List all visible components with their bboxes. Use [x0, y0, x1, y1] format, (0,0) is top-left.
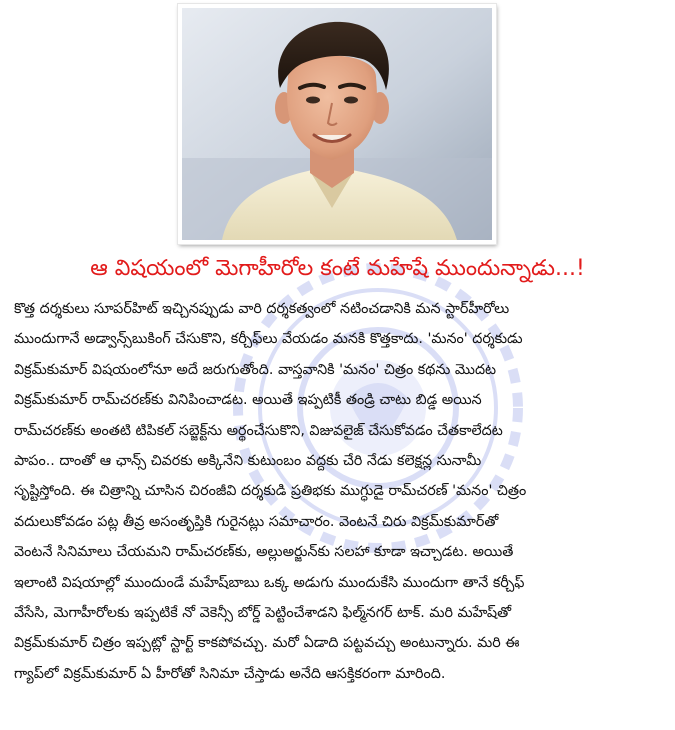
article-line: విక్రమ్‌కుమార్ విషయంలోనూ అదే జరుగుతోంది. వాస్తవానికి 'మనం' చిత్రం కథను మొదట: [14, 361, 497, 378]
article-line: గ్యాప్‌లో విక్రమ్‌కుమార్ ఏ హీరోతో సినిమా చేస్తాడు అనేది ఆసక్తికరంగా మారింది.: [14, 665, 446, 682]
article-line: వదులుకోవడం పట్ల తీవ్ర అసంతృప్తికి గురైనట్లు సమాచారం. వెంటనే చిరు విక్రమ్‌కుమార్‌తో: [14, 513, 499, 530]
article-line: ముందుగానే అడ్వాన్స్‌బుకింగ్ చేసుకొని, కర్చీఫ్‌లు వేయడం మనకి కొత్తకాదు. 'మనం' దర్శకుడు: [14, 331, 523, 348]
article-line: సృష్టిస్తోంది. ఈ చిత్రాన్ని చూసిన చిరంజీవి దర్శకుడి ప్రతిభకు ముగ్ధుడై రామ్‌చరణ్ 'మనం' చిత్రం: [14, 483, 527, 500]
article-line: ఇలాంటి విషయాల్లో ముందుండే మహేష్‌బాబు ఒక్క అడుగు ముందుకేసి ముందుగా తానే కర్చీఫ్: [14, 574, 525, 591]
article-line: వెంటనే సినిమాలు చేయమని రామ్‌చరణ్‌కు, అల్లుఅర్జున్‌కు సలహా కూడా ఇచ్చాడట. అయితే: [14, 544, 514, 561]
article-line: కొత్త దర్శకులు సూపర్‌హిట్ ఇచ్చినప్పుడు వారి దర్శకత్వంలో నటించడానికి మన స్టార్‌హీరోలు: [14, 301, 510, 317]
article-line: వేసేసి, మెగాహీరోలకు ఇప్పటికే నో వెకెన్సీ బోర్డ్ పెట్టించేశాడని ఫిల్మ్‌నగర్ టాక్. మరి మహేష్‌తో: [14, 604, 512, 621]
article-line: పాపం.. దాంతో ఆ ఛాన్స్ చివరకు అక్కినేని కుటుంబం వద్దకు చేరి నేడు కలెక్షన్ల సునామీ: [14, 452, 482, 469]
portrait-photo-icon: [182, 8, 492, 240]
article-photo-frame: [178, 4, 496, 244]
article-headline: ఆ విషయంలో మెగాహీరోల కంటే మహేషే ముందున్నాడు...!: [90, 256, 585, 281]
article-line: రామ్‌చరణ్‌కు అంతటి టిపికల్ సబ్జెక్ట్‌ను అర్థంచేసుకొని, విజువలైజ్ చేసుకోవడం చేతకాలేదట: [14, 422, 503, 439]
article-line: విక్రమ్‌కుమార్ చిత్రం ఇప్పట్లో స్టార్ట్ కాకపోవచ్చు. మరో ఏడాది పట్టవచ్చు అంటున్నారు. మరి ఈ: [14, 635, 520, 652]
article-photo: [182, 8, 492, 240]
article-line: విక్రమ్‌కుమార్ రామ్‌చరణ్‌కు వినిపించాడట. అయితే ఇప్పటికీ తండ్రి చాటు బిడ్డ అయిన: [14, 392, 482, 409]
article-body: [14, 294, 669, 689]
